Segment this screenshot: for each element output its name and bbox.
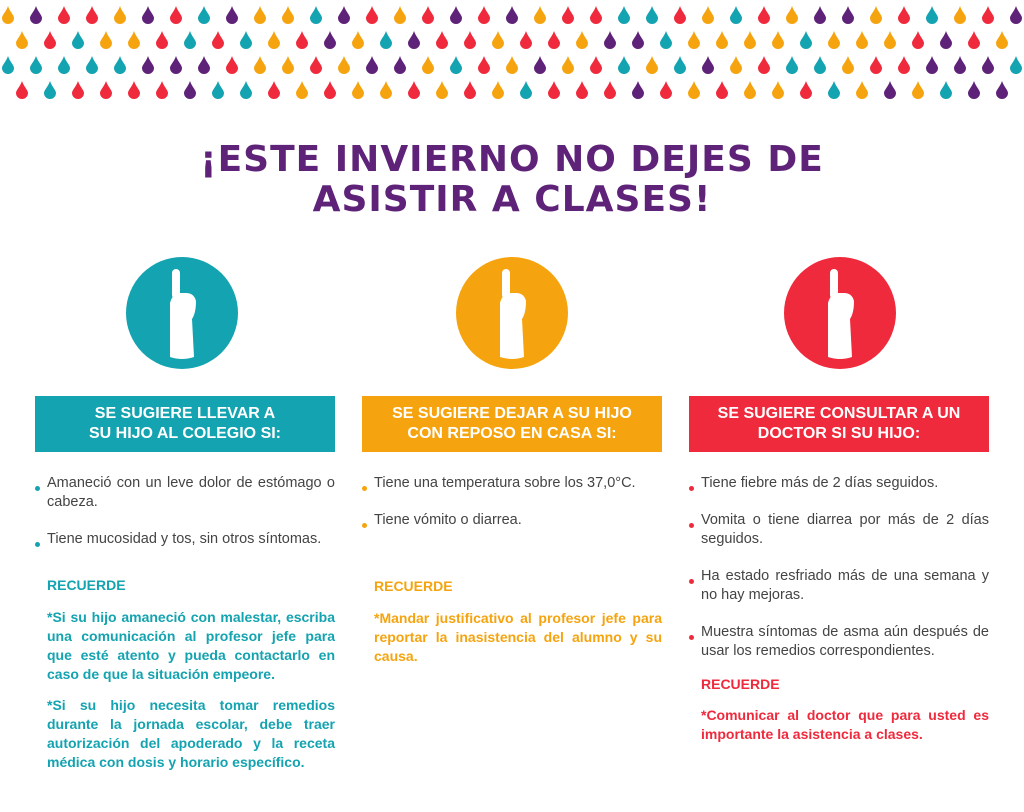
list-item: Amaneció con un leve dolor de estómago o cabeza. bbox=[35, 474, 335, 512]
remember-heading: RECUERDE bbox=[47, 577, 126, 593]
page-title bbox=[0, 140, 1024, 220]
title-line-1: ¡ESTE INVIERNO NO DEJES DE bbox=[200, 139, 824, 180]
raindrop bbox=[912, 31, 924, 49]
raindrop bbox=[548, 31, 560, 49]
raindrop bbox=[450, 6, 462, 24]
raindrop bbox=[688, 81, 700, 99]
raindrop bbox=[72, 31, 84, 49]
raindrop bbox=[128, 31, 140, 49]
raindrop bbox=[716, 81, 728, 99]
raindrop bbox=[30, 56, 42, 74]
raindrop bbox=[814, 56, 826, 74]
raindrop bbox=[142, 56, 154, 74]
raindrop bbox=[884, 31, 896, 49]
raindrop bbox=[282, 56, 294, 74]
raindrop bbox=[660, 31, 672, 49]
raindrop bbox=[702, 56, 714, 74]
raindrop bbox=[380, 81, 392, 99]
raindrop bbox=[86, 56, 98, 74]
raindrop bbox=[226, 56, 238, 74]
raindrop bbox=[1010, 6, 1022, 24]
list-item: Tiene una temperatura sobre los 37,0°C. bbox=[362, 474, 662, 493]
raindrop bbox=[44, 31, 56, 49]
raindrop bbox=[212, 81, 224, 99]
raindrop bbox=[604, 81, 616, 99]
raindrop bbox=[632, 31, 644, 49]
raindrop bbox=[772, 31, 784, 49]
raindrop bbox=[100, 81, 112, 99]
raindrop bbox=[576, 31, 588, 49]
raindrop bbox=[604, 31, 616, 49]
raindrop bbox=[520, 81, 532, 99]
raindrop bbox=[282, 6, 294, 24]
raindrop bbox=[198, 6, 210, 24]
raindrop bbox=[422, 56, 434, 74]
raindrop bbox=[366, 6, 378, 24]
raindrop bbox=[170, 56, 182, 74]
remember-heading: RECUERDE bbox=[701, 676, 780, 692]
raindrop bbox=[730, 56, 742, 74]
banner-line-1: SE SUGIERE LLEVAR A bbox=[94, 405, 276, 422]
raindrop bbox=[660, 81, 672, 99]
raindrop bbox=[926, 56, 938, 74]
raindrop bbox=[86, 6, 98, 24]
list-item: Ha estado resfriado más de una semana y no hay mejoras. bbox=[689, 567, 989, 605]
remember-note: *Comunicar al doctor que para usted es importante la asistencia a clases. bbox=[701, 707, 989, 742]
raindrop bbox=[72, 81, 84, 99]
raindrop bbox=[870, 6, 882, 24]
raindrop bbox=[268, 31, 280, 49]
raindrop bbox=[828, 81, 840, 99]
symptom-list bbox=[689, 470, 989, 661]
raindrop bbox=[436, 81, 448, 99]
raindrop bbox=[156, 81, 168, 99]
raindrop bbox=[786, 56, 798, 74]
raindrop bbox=[688, 31, 700, 49]
raindrop bbox=[268, 81, 280, 99]
raindrop bbox=[44, 81, 56, 99]
raindrop bbox=[870, 56, 882, 74]
raindrop bbox=[408, 81, 420, 99]
banner-line-2: DOCTOR SI SU HIJO: bbox=[757, 425, 921, 442]
raindrop bbox=[618, 56, 630, 74]
raindrop bbox=[898, 56, 910, 74]
raindrop bbox=[296, 81, 308, 99]
raindrop bbox=[828, 31, 840, 49]
raindrop bbox=[156, 31, 168, 49]
raindrop bbox=[58, 6, 70, 24]
raindrop bbox=[702, 6, 714, 24]
raindrop bbox=[772, 81, 784, 99]
banner-line-2: CON REPOSO EN CASA SI: bbox=[407, 425, 617, 442]
raindrop bbox=[982, 6, 994, 24]
raindrop bbox=[2, 56, 14, 74]
raindrop bbox=[590, 56, 602, 74]
raindrop bbox=[212, 31, 224, 49]
raindrop bbox=[506, 6, 518, 24]
raindrop bbox=[982, 56, 994, 74]
raindrop bbox=[352, 31, 364, 49]
raindrop bbox=[338, 56, 350, 74]
list-item: Tiene mucosidad y tos, sin otros síntomas. bbox=[35, 530, 335, 549]
raindrop bbox=[646, 56, 658, 74]
raindrop bbox=[562, 6, 574, 24]
raindrop bbox=[170, 6, 182, 24]
raindrop bbox=[646, 6, 658, 24]
raindrop bbox=[464, 31, 476, 49]
raindrop bbox=[674, 6, 686, 24]
raindrop bbox=[534, 6, 546, 24]
raindrop bbox=[254, 6, 266, 24]
raindrop bbox=[576, 81, 588, 99]
raindrop bbox=[324, 31, 336, 49]
raindrop bbox=[968, 31, 980, 49]
raindrop bbox=[58, 56, 70, 74]
remember-heading: RECUERDE bbox=[374, 578, 453, 594]
raindrop bbox=[492, 81, 504, 99]
remember-note: *Si su hijo amaneció con malestar, escriba una comunicación al profesor jefe para que esté atento y pueda contactarlo en caso de que la situación empeore. bbox=[47, 609, 335, 682]
raindrop bbox=[786, 6, 798, 24]
raindrop bbox=[506, 56, 518, 74]
raindrop bbox=[926, 6, 938, 24]
raindrop bbox=[758, 56, 770, 74]
raindrop bbox=[758, 6, 770, 24]
raindrop bbox=[366, 56, 378, 74]
raised-index-finger-icon bbox=[784, 257, 896, 369]
raindrop bbox=[618, 6, 630, 24]
raindrop bbox=[198, 56, 210, 74]
raindrop bbox=[968, 81, 980, 99]
list-item: Vomita o tiene diarrea por más de 2 días seguidos. bbox=[689, 511, 989, 549]
raindrop bbox=[996, 31, 1008, 49]
raindrop bbox=[534, 56, 546, 74]
raindrop bbox=[674, 56, 686, 74]
remember-note: *Mandar justificativo al profesor jefe para reportar la inasistencia del alumno y su causa. bbox=[374, 610, 662, 664]
raindrop bbox=[716, 31, 728, 49]
symptom-list bbox=[362, 470, 662, 530]
raised-index-finger-icon bbox=[456, 257, 568, 369]
list-item: Muestra síntomas de asma aún después de usar los remedios correspondientes. bbox=[689, 623, 989, 661]
banner-consult-doctor bbox=[689, 396, 989, 452]
raindrop bbox=[562, 56, 574, 74]
raindrop bbox=[912, 81, 924, 99]
raindrop bbox=[744, 81, 756, 99]
raindrop bbox=[184, 81, 196, 99]
raindrop bbox=[30, 6, 42, 24]
banner-line-2: SU HIJO AL COLEGIO SI: bbox=[88, 425, 282, 442]
raindrop bbox=[1010, 56, 1022, 74]
banner-bring-to-school bbox=[35, 396, 335, 452]
raindrop bbox=[842, 6, 854, 24]
raindrop bbox=[16, 31, 28, 49]
raindrop bbox=[730, 6, 742, 24]
raindrop bbox=[548, 81, 560, 99]
raindrop bbox=[842, 56, 854, 74]
raindrop bbox=[240, 81, 252, 99]
raindrop bbox=[184, 31, 196, 49]
raindrop bbox=[954, 56, 966, 74]
raindrop bbox=[954, 6, 966, 24]
raindrop bbox=[296, 31, 308, 49]
raindrop bbox=[422, 6, 434, 24]
raindrop bbox=[310, 6, 322, 24]
raindrop bbox=[856, 31, 868, 49]
raindrop bbox=[114, 56, 126, 74]
raindrop bbox=[226, 6, 238, 24]
raindrop bbox=[142, 6, 154, 24]
raindrop bbox=[100, 31, 112, 49]
symptom-list bbox=[35, 470, 335, 549]
raindrop bbox=[338, 6, 350, 24]
raised-index-finger-icon bbox=[126, 257, 238, 369]
raindrop bbox=[492, 31, 504, 49]
raindrop bbox=[520, 31, 532, 49]
raindrop bbox=[632, 81, 644, 99]
raindrop bbox=[478, 6, 490, 24]
raindrop bbox=[394, 56, 406, 74]
raindrop bbox=[240, 31, 252, 49]
raindrop bbox=[128, 81, 140, 99]
raindrop bbox=[884, 81, 896, 99]
banner-line-1: SE SUGIERE CONSULTAR A UN bbox=[717, 405, 961, 422]
banner-rest-at-home bbox=[362, 396, 662, 452]
raindrop bbox=[380, 31, 392, 49]
raindrop-pattern bbox=[0, 0, 1024, 112]
raindrop bbox=[324, 81, 336, 99]
raindrop bbox=[800, 81, 812, 99]
raindrop bbox=[744, 31, 756, 49]
raindrop bbox=[254, 56, 266, 74]
raindrop bbox=[394, 6, 406, 24]
raindrop bbox=[310, 56, 322, 74]
list-item: Tiene vómito o diarrea. bbox=[362, 511, 662, 530]
raindrop bbox=[856, 81, 868, 99]
raindrop bbox=[898, 6, 910, 24]
raindrop bbox=[464, 81, 476, 99]
raindrop bbox=[940, 81, 952, 99]
raindrop bbox=[436, 31, 448, 49]
raindrop bbox=[352, 81, 364, 99]
raindrop bbox=[16, 81, 28, 99]
remember-note: *Si su hijo necesita tomar remedios durante la jornada escolar, debe traer autorización del apoderado y la receta médica con dosis y horario específico. bbox=[47, 697, 335, 770]
raindrop bbox=[114, 6, 126, 24]
raindrop bbox=[450, 56, 462, 74]
list-item: Tiene fiebre más de 2 días seguidos. bbox=[689, 474, 989, 493]
title-line-2: ASISTIR A CLASES! bbox=[312, 179, 712, 220]
raindrop bbox=[940, 31, 952, 49]
banner-line-1: SE SUGIERE DEJAR A SU HIJO bbox=[392, 405, 632, 422]
raindrop bbox=[478, 56, 490, 74]
raindrop bbox=[814, 6, 826, 24]
raindrop bbox=[800, 31, 812, 49]
raindrop bbox=[408, 31, 420, 49]
raindrop bbox=[996, 81, 1008, 99]
raindrop bbox=[2, 6, 14, 24]
raindrop bbox=[590, 6, 602, 24]
